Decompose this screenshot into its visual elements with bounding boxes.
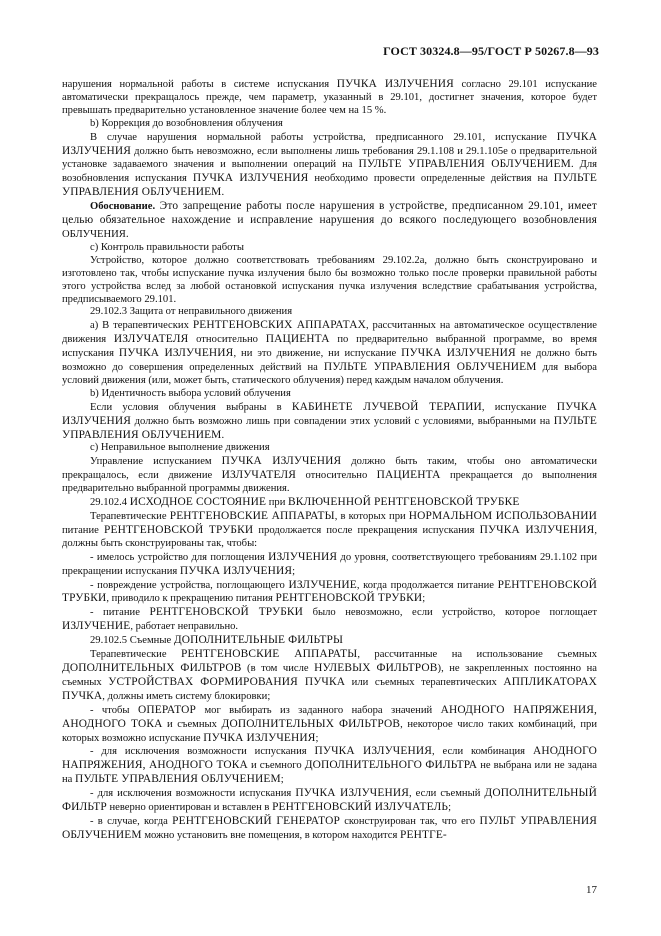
defined-term: АППЛИКАТОРАХ ПУЧКА	[62, 675, 597, 702]
clause-heading	[62, 242, 597, 255]
text-run: , испускание	[481, 401, 557, 413]
text-run: сконструирован так, что его	[339, 815, 480, 827]
list-item	[62, 745, 597, 787]
clause-heading	[62, 118, 597, 131]
defined-term: ПУЛЬТЕ УПРАВЛЕНИЯ ОБЛУЧЕНИЕМ	[75, 773, 281, 786]
text-run: , приводило к прекращению питания	[106, 593, 276, 605]
defined-term: ВКЛЮЧЕННОЙ РЕНТГЕНОВСКОЙ ТРУБКЕ	[288, 496, 520, 509]
text-run: , ни это движение, ни испускание	[233, 348, 402, 360]
paragraph	[62, 78, 597, 118]
page-header: ГОСТ 30324.8—95/ГОСТ Р 50267.8—93	[383, 44, 599, 58]
defined-term: ИЗЛУЧЕНИЕ	[288, 578, 357, 591]
defined-term: ПАЦИЕНТА	[265, 333, 330, 346]
text-run: относительно	[188, 334, 266, 346]
defined-term: ПУЧКА ИЗЛУЧЕНИЯ	[179, 564, 293, 577]
defined-term: ПУЛЬТЕ УПРАВЛЕНИЯ ОБЛУЧЕНИЕМ	[323, 361, 537, 374]
text-run: можно установить вне помещения, в котором находится	[141, 829, 401, 841]
defined-term: ПУЧКА ИЗЛУЧЕНИЯ	[118, 347, 234, 360]
defined-term: .	[125, 227, 129, 240]
text-run: и съемного	[247, 760, 305, 772]
text-run: , рассчитанные на использование съемных	[357, 649, 597, 661]
defined-term: ПУЧКА ИЗЛУЧЕНИЯ	[336, 78, 454, 90]
text-run: Устройство, которое должно соответствовать требованиям 29.102.2а, должно быть сконструировано и изготовлено так, чтобы испускание пучка излучения было бы возможно только после проверки правильной работы этого устройства вслед за любой остановкой испускания пучка излучения вследствие срабатывания устройства, предписываемого 29.101.	[62, 254, 597, 305]
defined-term: ПУЛЬТЕ УПРАВЛЕНИЯ ОБЛУЧЕНИЕМ	[62, 172, 598, 199]
defined-term: РЕНТГЕНОВСКИЙ ГЕНЕРАТОР	[172, 814, 340, 827]
defined-term: ПУЧКА ИЗЛУЧЕНИЯ	[62, 130, 597, 157]
defined-term: ИЗЛУЧЕНИЯ	[268, 550, 338, 563]
text-run: , должны иметь систему блокировки;	[102, 690, 271, 702]
defined-term: РЕНТГЕНОВСКИХ АППАРАТАХ	[192, 319, 366, 332]
text-run: ОБЛУЧЕНИЯ	[62, 228, 126, 240]
text-run: ;	[292, 565, 296, 577]
text-run: должно быть возможно лишь при совпадении этих условий с условиями, выбранными на	[130, 415, 554, 427]
list-item	[62, 551, 597, 579]
text-run: должно быть таким, чтобы оно автоматически прекращалось, если движение	[62, 456, 598, 482]
defined-term: ОПЕРАТОР	[137, 703, 197, 716]
defined-term: ПУЧКА ИЗЛУЧЕНИЯ	[314, 745, 432, 758]
text-run: Управление испусканием	[90, 456, 222, 468]
defined-term: ПУЧКА ИЗЛУЧЕНИЯ	[295, 787, 409, 800]
rationale-label: Обоснование.	[90, 201, 156, 213]
section-heading	[62, 496, 597, 510]
text-run: , когда продолжается питание	[356, 579, 498, 591]
defined-term: РЕНТГЕНОВСКОЙ ТРУБКИ	[149, 606, 304, 619]
defined-term: НОРМАЛЬНОМ ИСПОЛЬЗОВАНИИ	[408, 510, 597, 522]
defined-term: РЕНТГЕНОВСКИЕ АППАРАТЫ	[169, 510, 335, 522]
defined-term: НУЛЕВЫХ ФИЛЬТРОВ	[314, 661, 438, 674]
defined-term: АНОДНОГО НАПРЯЖЕНИЯ, АНОДНОГО ТОКА	[62, 745, 597, 772]
text-run: 29.102.5 Съемные	[90, 635, 174, 647]
list-item	[62, 704, 597, 746]
clause-heading	[62, 388, 597, 401]
text-run: и съемных	[162, 718, 222, 730]
text-run: ), не закрепленных постоянно на съемных	[62, 662, 597, 688]
text-run: - для исключения возможности испускания	[90, 746, 315, 758]
text-run: , работает неправильно.	[130, 621, 239, 633]
defined-term: РЕНТГЕ-	[400, 828, 447, 841]
text-run: согласно 29.101 испускание автоматически прекращалось прежде, чем параметр, указанный в 29.101, достигнет значения, которое будет превышать предварительно установленное значение более чем на 15 %.	[62, 79, 597, 116]
section-heading	[62, 634, 597, 648]
defined-term: ПУЧКА ИЗЛУЧЕНИЯ	[62, 400, 597, 427]
text-run: при	[266, 497, 289, 509]
text-run: , некоторое число таких комбинаций, при которых возможно испускание	[62, 718, 597, 744]
text-run: Терапевтические	[90, 511, 170, 522]
text-run: или съемных терапевтических	[345, 676, 504, 688]
defined-term: ИСХОДНОЕ СОСТОЯНИЕ	[129, 496, 267, 509]
text-run: ;	[448, 802, 452, 814]
defined-term: ИЗЛУЧАТЕЛЯ	[113, 333, 189, 346]
text-run: c) Неправильное выполнение движения	[90, 442, 270, 454]
text-run: до уровня, соответствующего требованиям 29.1.102 при прекращении испускания	[62, 551, 598, 577]
text-run: 29.102.4	[90, 497, 130, 509]
text-run: - питание	[90, 607, 150, 619]
list-item	[62, 815, 597, 843]
section-heading	[62, 306, 597, 319]
text-run: - чтобы	[90, 704, 138, 716]
text-run: Терапевтические	[90, 649, 182, 661]
text-run: - имелось устройство для поглощения	[90, 551, 269, 563]
text-run: ;	[280, 774, 284, 786]
text-run: , если съемный	[408, 788, 485, 800]
defined-term: РЕНТГЕНОВСКОЙ ТРУБКИ	[275, 592, 423, 605]
defined-term: ПУЛЬТЕ УПРАВЛЕНИЯ ОБЛУЧЕНИЕМ	[62, 414, 597, 441]
clause-heading	[62, 442, 597, 455]
text-run: для выбора условий движения (или, может быть, статического облучения) перед каждым началом облучения.	[62, 362, 597, 386]
text-run: ;	[315, 732, 319, 744]
paragraph	[62, 401, 597, 443]
rationale-paragraph	[62, 200, 597, 242]
text-run: .	[221, 187, 225, 199]
defined-term: ДОПОЛНИТЕЛЬНОГО ФИЛЬТРА	[304, 759, 478, 772]
defined-term: ПУЧКА ИЗЛУЧЕНИЯ	[203, 731, 316, 744]
text-run: мог выбирать из заданного набора значений	[196, 704, 441, 716]
defined-term: АНОДНОГО НАПРЯЖЕНИЯ, АНОДНОГО ТОКА	[62, 703, 597, 730]
text-run: , если комбинация	[431, 746, 533, 758]
defined-term: ДОПОЛНИТЕЛЬНЫХ ФИЛЬТРОВ	[62, 661, 242, 674]
text-run: продолжается после прекращения испускания	[253, 524, 480, 536]
text-run: . Для возобновления испускания	[62, 159, 597, 185]
paragraph	[62, 455, 597, 496]
text-run: необходимо провести определенные действия на	[308, 173, 554, 185]
text-run: , должны быть сконструированы так, чтобы:	[62, 524, 597, 549]
text-run: - для исключения возможности испускания	[90, 788, 296, 800]
text-run: , рассчитанных на автоматическое осуществление движения	[62, 320, 597, 346]
text-run: c) Контроль правильности работы	[90, 241, 244, 253]
defined-term: ПУЧКА ИЗЛУЧЕНИЯ	[192, 172, 309, 185]
defined-term: Это запрещение работы после нарушения в устройстве, предписанном 29.101, имеет целью обязательное нахождение и исправление нарушения до всякого последующего возобновления	[62, 200, 597, 227]
defined-term: ДОПОЛНИТЕЛЬНЫЙ ФИЛЬТР	[62, 787, 597, 814]
text-run: прекращается до выполнения предварительно выбранной программы движения.	[62, 470, 597, 495]
defined-term: ПУЧКА ИЗЛУЧЕНИЯ	[221, 455, 342, 468]
defined-term: ПУЛЬТ УПРАВЛЕНИЯ ОБЛУЧЕНИЕМ	[62, 814, 597, 841]
defined-term: РЕНТГЕНОВСКИЙ ИЗЛУЧАТЕЛЬ	[272, 801, 449, 814]
defined-term: ДОПОЛНИТЕЛЬНЫХ ФИЛЬТРОВ	[221, 717, 401, 730]
text-run: Если условия облучения выбраны в	[90, 401, 292, 413]
paragraph	[62, 510, 597, 551]
list-item	[62, 787, 597, 815]
defined-term: ДОПОЛНИТЕЛЬНЫЕ ФИЛЬТРЫ	[173, 634, 344, 647]
paragraph	[62, 319, 597, 388]
list-item	[62, 606, 597, 634]
text-run: (в том числе	[241, 662, 315, 674]
page-number: 17	[586, 884, 597, 896]
text-run: 29.102.3 Защита от неправильного движения	[90, 306, 293, 318]
text-run: .	[221, 429, 225, 441]
paragraph	[62, 255, 597, 307]
defined-term: УСТРОЙСТВАХ ФОРМИРОВАНИЯ ПУЧКА	[108, 675, 346, 688]
text-run: b) Идентичность выбора условий облучения	[90, 387, 291, 399]
defined-term: ПУЧКА ИЗЛУЧЕНИЯ	[401, 347, 516, 360]
text-run: питание	[62, 524, 104, 536]
defined-term: РЕНТГЕНОВСКОЙ ТРУБКИ	[104, 523, 254, 536]
defined-term: ПУЛЬТЕ УПРАВЛЕНИЯ ОБЛУЧЕНИЕМ	[358, 158, 571, 171]
text-run: было невозможно, если устройство, которое поглощает	[303, 607, 597, 619]
text-run: b) Коррекция до возобновления облучения	[90, 117, 283, 129]
defined-term: ПАЦИЕНТА	[376, 469, 441, 482]
defined-term: ИЗЛУЧЕНИЕ	[62, 620, 131, 633]
document-body	[62, 78, 597, 843]
defined-term: КАБИНЕТЕ ЛУЧЕВОЙ ТЕРАПИИ	[291, 400, 482, 413]
text-run: В случае нарушения нормальной работы устройства, предписанного 29.101, испускание	[90, 131, 557, 143]
list-item	[62, 579, 597, 607]
text-run: должно быть невозможно, если выполнены лишь требования 29.1.108 и 29.1.105е о предварительной установке задаваемого значения и выполнении операций на	[62, 145, 597, 171]
defined-term: ПУЧКА ИЗЛУЧЕНИЯ	[479, 523, 595, 536]
text-run: относительно	[296, 470, 377, 482]
text-run: - повреждение устройства, поглощающего	[90, 579, 289, 591]
defined-term: РЕНТГЕНОВСКОЙ ТРУБКИ	[62, 578, 597, 605]
text-run: а) В терапевтических	[90, 320, 193, 332]
text-run: не должно быть возможно до совершения определенных действий на	[62, 348, 598, 374]
defined-term: ИЗЛУЧАТЕЛЯ	[221, 469, 297, 482]
text-run: - в случае, когда	[90, 815, 173, 827]
text-run: не выбрана или не задана на	[62, 760, 598, 786]
paragraph	[62, 131, 597, 201]
text-run: неверно ориентирован и вставлен в	[106, 802, 273, 814]
paragraph	[62, 648, 597, 704]
text-run: по предварительно выбранной программе, во время испускания	[62, 334, 597, 360]
defined-term: РЕНТГЕНОВСКИЕ АППАРАТЫ	[181, 648, 358, 661]
text-run: , в которых при	[334, 511, 409, 522]
text-run: нарушения нормальной работы в системе испускания	[62, 79, 337, 90]
text-run: ;	[422, 593, 426, 605]
